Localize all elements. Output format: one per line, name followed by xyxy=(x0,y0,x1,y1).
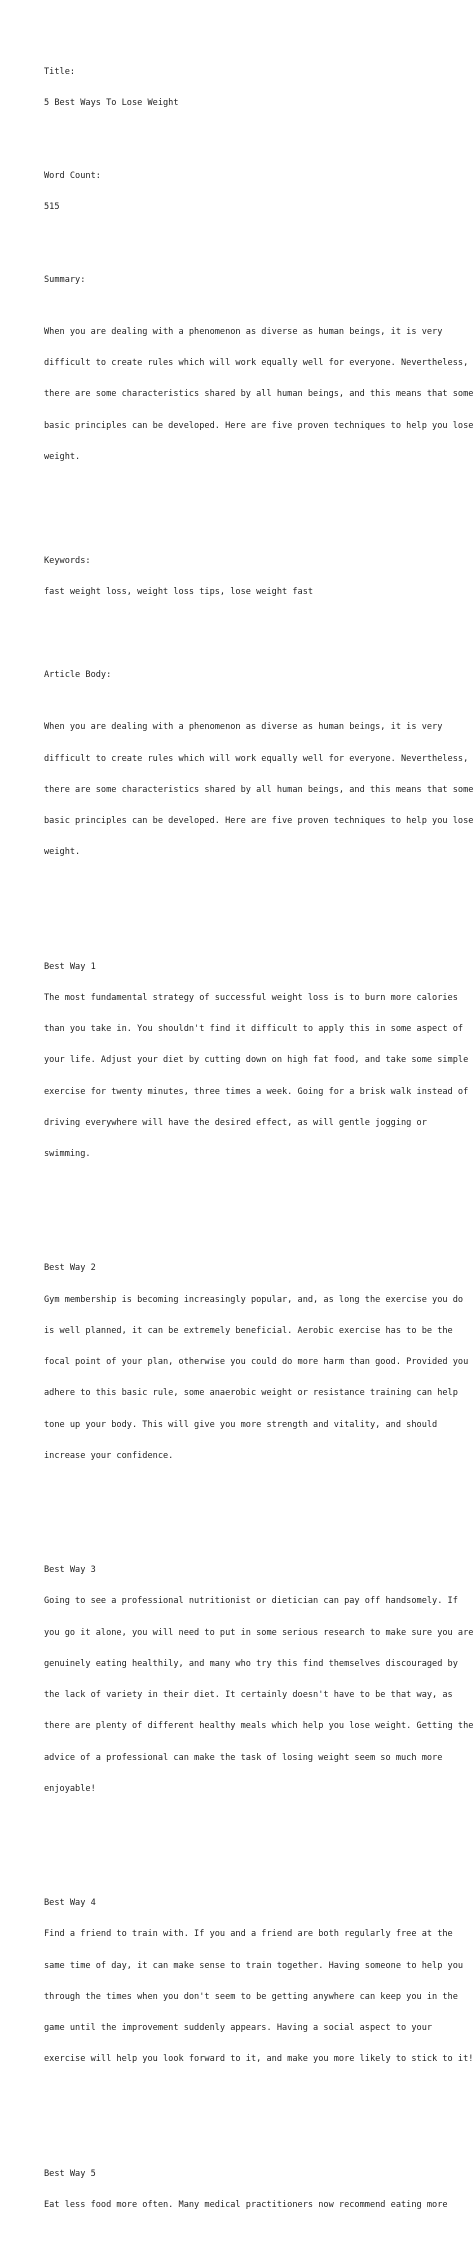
section-line: Find a friend to train with. If you and a friend are both regularly free at the xyxy=(44,1929,453,1940)
summary-label: Summary: xyxy=(44,274,86,285)
article-intro xyxy=(44,702,474,879)
section-line: exercise will help you look forward to it, and make you more likely to stick to it! xyxy=(44,2054,474,2065)
section-line: enjoyable! xyxy=(44,1783,96,1794)
section-line: through the times when you don't seem to be getting anywhere can keep you in the xyxy=(44,1991,458,2002)
section-line: the lack of variety in their diet. It certainly doesn't have to be that way, as xyxy=(44,1690,453,1701)
section-line: advice of a professional can make the task of losing weight seem so much more xyxy=(44,1752,443,1763)
section-best-way-1 xyxy=(44,941,468,1180)
section-line: The most fundamental strategy of successful weight loss is to burn more calories xyxy=(44,992,458,1003)
spacer xyxy=(44,1836,468,1846)
intro-line: basic principles can be developed. Here are five proven techniques to help you lose xyxy=(44,816,474,826)
spacer xyxy=(44,1201,468,1211)
spacer xyxy=(44,618,468,639)
intro-line: there are some characteristics shared by all human beings, and this means that some xyxy=(44,784,474,795)
document-title: 5 Best Ways To Lose Weight xyxy=(44,98,179,109)
spacer xyxy=(44,233,468,243)
title-label: Title: xyxy=(44,66,76,77)
section-heading: Best Way 1 xyxy=(44,961,96,972)
section-best-way-4 xyxy=(44,1877,474,2085)
spacer xyxy=(44,129,468,139)
section-line: driving everywhere will have the desired effect, as will gentle jogging or xyxy=(44,1117,427,1128)
summary-line: basic principles can be developed. Here are five proven techniques to help you lose xyxy=(44,420,474,431)
intro-line: difficult to create rules which will work equally well for everyone. Nevertheless, xyxy=(44,753,469,764)
section-line: tone up your body. This will give you more strength and vitality, and should xyxy=(44,1419,438,1430)
section-line: increase your confidence. xyxy=(44,1450,174,1461)
section-line: same time of day, it can make sense to train together. Having someone to help you xyxy=(44,1960,464,1971)
section-line: focal point of your plan, otherwise you could do more harm than good. Provided you xyxy=(44,1357,469,1368)
section-line: your life. Adjust your diet by cutting down on high fat food, and take some simple xyxy=(44,1055,469,1066)
section-line: swimming. xyxy=(44,1148,91,1159)
section-heading: Best Way 4 xyxy=(44,1898,96,1909)
section-line: exercise for twenty minutes, three times a week. Going for a brisk walk instead of xyxy=(44,1086,469,1097)
section-best-way-2 xyxy=(44,1243,468,1482)
section-line: is well planned, it can be extremely beneficial. Aerobic exercise has to be the xyxy=(44,1325,453,1336)
section-best-way-5 xyxy=(44,2148,468,2231)
article-body-label: Article Body: xyxy=(44,670,112,681)
section-best-way-3 xyxy=(44,1544,474,1815)
section-line: than you take in. You shouldn't find it difficult to apply this in some aspect of xyxy=(44,1024,464,1035)
summary-text xyxy=(44,306,474,483)
spacer xyxy=(44,1503,468,1513)
section-heading: Best Way 2 xyxy=(44,1263,96,1274)
section-heading: Best Way 5 xyxy=(44,2168,96,2179)
summary-line: there are some characteristics shared by all human beings, and this means that some xyxy=(44,389,474,400)
section-line: Going to see a professional nutritionist or dietician can pay off handsomely. If xyxy=(44,1596,458,1607)
document-page xyxy=(44,46,474,2242)
word-count-label: Word Count: xyxy=(44,170,101,181)
section-line: genuinely eating healthily, and many who try this find themselves discouraged by xyxy=(44,1658,458,1669)
section-line: adhere to this basic rule, some anaerobic weight or resistance training can help xyxy=(44,1388,458,1399)
word-count-value: 515 xyxy=(44,202,60,213)
section-line: game until the improvement suddenly appears. Having a social aspect to your xyxy=(44,2023,433,2034)
spacer xyxy=(44,504,468,525)
intro-line: When you are dealing with a phenomenon as diverse as human beings, it is very xyxy=(44,722,443,733)
spacer xyxy=(44,899,468,909)
spacer xyxy=(44,2106,468,2116)
section-line: you go it alone, you will need to put in some serious research to make sure you are xyxy=(44,1627,474,1638)
summary-line: weight. xyxy=(44,451,81,462)
section-line: there are plenty of different healthy meals which help you lose weight. Getting the xyxy=(44,1721,474,1732)
intro-line: weight. xyxy=(44,847,81,858)
summary-line: When you are dealing with a phenomenon as diverse as human beings, it is very xyxy=(44,326,443,337)
keywords-value: fast weight loss, weight loss tips, lose weight fast xyxy=(44,587,314,598)
section-line: Gym membership is becoming increasingly popular, and, as long the exercise you do xyxy=(44,1294,464,1305)
summary-line: difficult to create rules which will work equally well for everyone. Nevertheless, xyxy=(44,358,469,369)
section-heading: Best Way 3 xyxy=(44,1565,96,1576)
section-line: Eat less food more often. Many medical practitioners now recommend eating more xyxy=(44,2199,448,2210)
keywords-label: Keywords: xyxy=(44,555,91,566)
